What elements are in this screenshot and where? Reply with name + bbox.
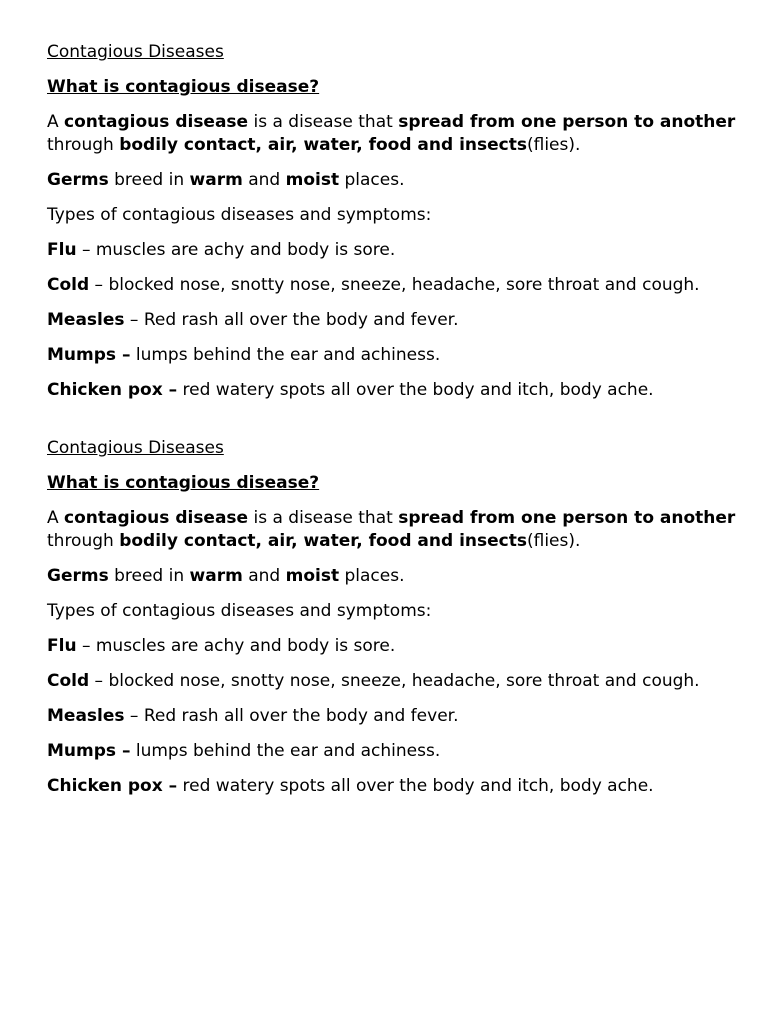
germs-text: and <box>242 566 286 586</box>
disease-desc: – muscles are achy and body is sore. <box>76 636 396 656</box>
disease-item <box>47 309 737 332</box>
disease-name: Mumps – <box>47 345 131 365</box>
definition-text: is a disease that <box>248 112 399 132</box>
definition-spread: spread from one person to another <box>398 112 736 132</box>
germs-term: Germs <box>47 566 109 586</box>
section-title-text: Contagious Diseases <box>47 438 224 458</box>
disease-item <box>47 379 737 402</box>
germs-paragraph <box>47 565 737 588</box>
types-intro: Types of contagious diseases and symptoms: <box>47 205 432 225</box>
section-title-text: Contagious Diseases <box>47 42 224 62</box>
definition-spread: spread from one person to another <box>398 508 736 528</box>
disease-desc: – blocked nose, snotty nose, sneeze, headache, sore throat and cough. <box>89 275 700 295</box>
definition-text: through <box>47 531 120 551</box>
disease-name: Flu <box>47 636 77 656</box>
document-section <box>47 41 737 402</box>
disease-desc: red watery spots all over the body and itch, body ache. <box>177 380 654 400</box>
disease-name: Cold <box>47 275 90 295</box>
section-question <box>47 472 737 495</box>
disease-item <box>47 274 737 297</box>
definition-text: (flies). <box>526 135 581 155</box>
disease-item <box>47 635 737 658</box>
disease-item <box>47 239 737 262</box>
germs-text: places. <box>339 566 405 586</box>
disease-desc: lumps behind the ear and achiness. <box>130 345 441 365</box>
definition-text: A <box>47 112 65 132</box>
disease-name: Measles <box>47 706 125 726</box>
disease-item <box>47 344 737 367</box>
germs-moist: moist <box>285 566 340 586</box>
disease-item <box>47 705 737 728</box>
definition-term: contagious disease <box>64 112 249 132</box>
section-title <box>47 41 737 64</box>
definition-paragraph <box>47 507 737 553</box>
germs-text: breed in <box>108 170 190 190</box>
definition-text: (flies). <box>526 531 581 551</box>
disease-item <box>47 670 737 693</box>
definition-routes: bodily contact, air, water, food and insects <box>119 531 527 551</box>
disease-desc: lumps behind the ear and achiness. <box>130 741 441 761</box>
types-intro: Types of contagious diseases and symptoms: <box>47 601 432 621</box>
germs-text: and <box>242 170 286 190</box>
definition-text: through <box>47 135 120 155</box>
section-question-text: What is contagious disease? <box>47 473 320 493</box>
section-question-text: What is contagious disease? <box>47 77 320 97</box>
disease-desc: red watery spots all over the body and itch, body ache. <box>177 776 654 796</box>
definition-routes: bodily contact, air, water, food and insects <box>119 135 527 155</box>
germs-text: places. <box>339 170 405 190</box>
definition-term: contagious disease <box>64 508 249 528</box>
disease-name: Cold <box>47 671 90 691</box>
section-title <box>47 437 737 460</box>
disease-item <box>47 775 737 798</box>
disease-desc: – muscles are achy and body is sore. <box>76 240 396 260</box>
germs-text: breed in <box>108 566 190 586</box>
disease-item <box>47 740 737 763</box>
disease-desc: – Red rash all over the body and fever. <box>124 310 459 330</box>
definition-paragraph <box>47 111 737 157</box>
definition-text: is a disease that <box>248 508 399 528</box>
disease-name: Measles <box>47 310 125 330</box>
definition-text: A <box>47 508 65 528</box>
germs-paragraph <box>47 169 737 192</box>
disease-desc: – Red rash all over the body and fever. <box>124 706 459 726</box>
disease-desc: – blocked nose, snotty nose, sneeze, headache, sore throat and cough. <box>89 671 700 691</box>
germs-warm: warm <box>189 566 243 586</box>
section-question <box>47 76 737 99</box>
document-page <box>47 41 737 810</box>
disease-name: Mumps – <box>47 741 131 761</box>
germs-term: Germs <box>47 170 109 190</box>
disease-name: Flu <box>47 240 77 260</box>
disease-name: Chicken pox – <box>47 776 178 796</box>
germs-warm: warm <box>189 170 243 190</box>
disease-name: Chicken pox – <box>47 380 178 400</box>
document-section <box>47 437 737 798</box>
germs-moist: moist <box>285 170 340 190</box>
